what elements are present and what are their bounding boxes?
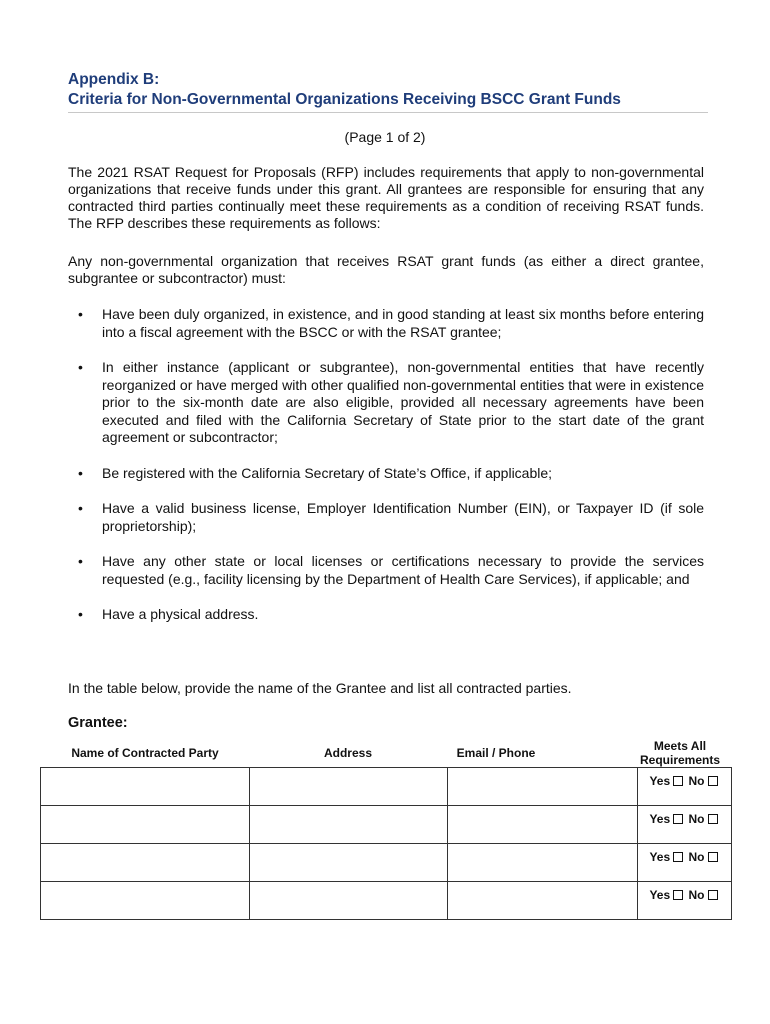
name-cell[interactable] [41, 844, 250, 882]
requirements-list [68, 306, 704, 642]
grantee-label: Grantee: [68, 715, 128, 731]
yes-checkbox[interactable] [673, 814, 683, 824]
address-cell[interactable] [250, 844, 448, 882]
requirement-text: Have a valid business license, Employer Identification Number (EIN), or Taxpayer ID (if sole proprietorship); [102, 500, 704, 534]
no-checkbox[interactable] [708, 814, 718, 824]
requirement-text: In either instance (applicant or subgrantee), non-governmental entities that have recently reorganized or have merged with other qualified non-governmental entities that were in existence prior to the six-month date are also eligible, provided all necessary agreements have been executed and filed with the California Secretary of State prior to the start date of the grant agreement or subcontractor; [102, 359, 704, 445]
bullet-icon: • [78, 606, 83, 622]
name-cell[interactable] [41, 768, 250, 806]
no-label: No [688, 774, 705, 788]
list-item [68, 359, 704, 447]
email-phone-cell[interactable] [448, 844, 638, 882]
table-row [41, 768, 732, 806]
name-cell[interactable] [41, 806, 250, 844]
yes-label: Yes [649, 774, 671, 788]
yes-label: Yes [649, 812, 671, 826]
column-header-address: Address [323, 746, 373, 760]
yes-checkbox[interactable] [673, 776, 683, 786]
bullet-icon: • [78, 359, 83, 375]
requirement-text: Be registered with the California Secretary of State’s Office, if applicable; [102, 464, 553, 481]
requirements-cell [638, 806, 732, 844]
title-line-1: Appendix B: [68, 71, 160, 88]
no-label: No [688, 812, 705, 826]
column-header-email-phone: Email / Phone [456, 746, 536, 760]
requirements-cell [638, 844, 732, 882]
title-line-2: Criteria for Non-Governmental Organizations Receiving BSCC Grant Funds [68, 91, 621, 108]
list-item [68, 306, 704, 341]
intro-paragraph: The 2021 RSAT Request for Proposals (RFP) includes requirements that apply to non-governmental organizations that receive funds under this grant. All grantees are responsible for ensuring that any contracted third parties continually meet these requirements as a condition of receiving RSAT funds. The RFP describes these requirements as follows: [68, 164, 704, 231]
list-item [68, 500, 704, 535]
bullet-icon: • [78, 553, 83, 569]
no-checkbox[interactable] [708, 890, 718, 900]
requirement-text: Have any other state or local licenses or certifications necessary to provide the services requested (e.g., facility licensing by the Department of Health Care Services), if applicable; and [102, 553, 704, 587]
no-checkbox[interactable] [708, 852, 718, 862]
page-title [68, 70, 708, 113]
email-phone-cell[interactable] [448, 768, 638, 806]
table-row [41, 806, 732, 844]
address-cell[interactable] [250, 768, 448, 806]
list-item [68, 606, 704, 624]
name-cell[interactable] [41, 882, 250, 920]
table-row [41, 844, 732, 882]
table-instruction: In the table below, provide the name of the Grantee and list all contracted parties. [68, 680, 572, 696]
list-item [68, 465, 704, 483]
list-item [68, 553, 704, 588]
no-label: No [688, 888, 705, 902]
page-indicator: (Page 1 of 2) [344, 129, 426, 145]
requirement-text: Have been duly organized, in existence, and in good standing at least six months before entering into a fiscal agreement with the BSCC or with the RSAT grantee; [102, 306, 704, 340]
yes-checkbox[interactable] [673, 890, 683, 900]
address-cell[interactable] [250, 882, 448, 920]
no-checkbox[interactable] [708, 776, 718, 786]
column-header-meets-requirements: Meets All Requirements [639, 739, 721, 767]
email-phone-cell[interactable] [448, 882, 638, 920]
column-header-name: Name of Contracted Party [71, 746, 219, 760]
requirements-cell [638, 882, 732, 920]
bullet-icon: • [78, 500, 83, 516]
bullet-icon: • [78, 464, 83, 481]
table-row [41, 882, 732, 920]
address-cell[interactable] [250, 806, 448, 844]
email-phone-cell[interactable] [448, 806, 638, 844]
yes-label: Yes [649, 850, 671, 864]
yes-checkbox[interactable] [673, 852, 683, 862]
yes-label: Yes [649, 888, 671, 902]
requirement-text: Have a physical address. [102, 606, 259, 622]
requirements-cell [638, 768, 732, 806]
no-label: No [688, 850, 705, 864]
bullet-icon: • [78, 306, 83, 322]
contracted-parties-table [40, 767, 732, 920]
lead-paragraph: Any non-governmental organization that receives RSAT grant funds (as either a direct grantee, subgrantee or subcontractor) must: [68, 253, 704, 286]
